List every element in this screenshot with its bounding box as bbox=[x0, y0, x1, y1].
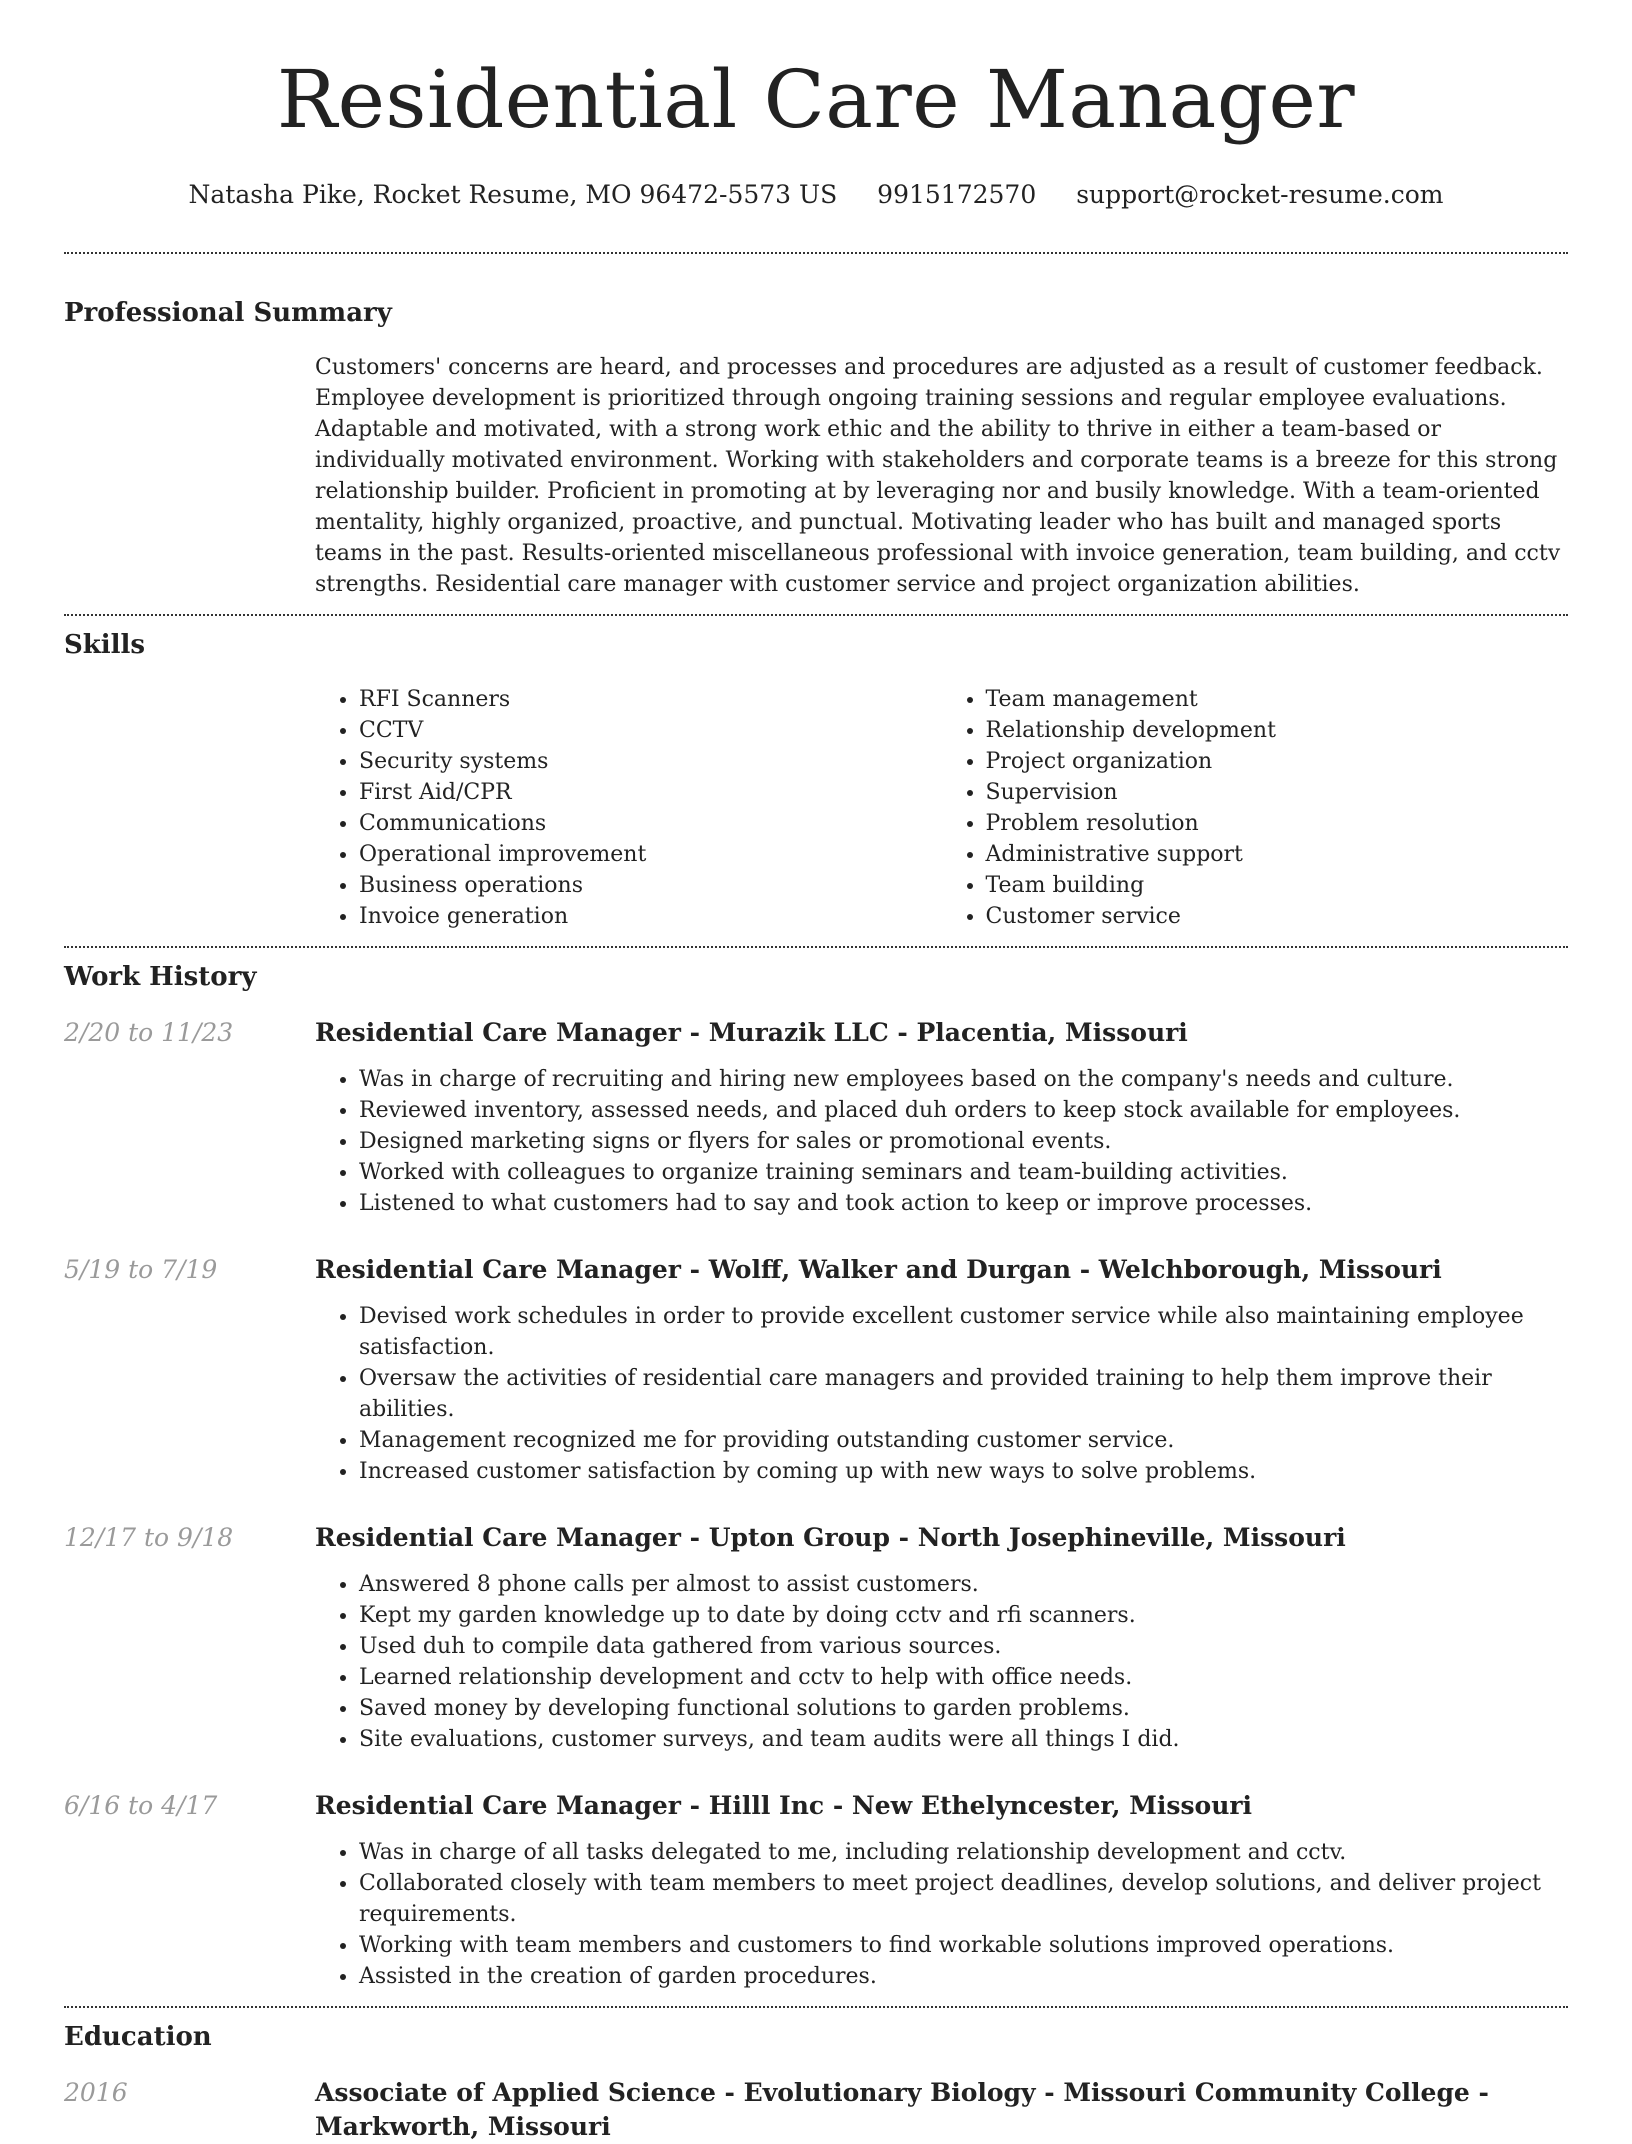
contact-line bbox=[64, 178, 1568, 212]
education-heading: Education bbox=[64, 2022, 212, 2052]
job-bullet: • Collaborated closely with team members to meet project deadlines, develop solutions, and deliver project requirements. bbox=[359, 1868, 1568, 1930]
resume-title: Residential Care Manager bbox=[276, 53, 1356, 146]
skill-item: • Customer service bbox=[986, 901, 1569, 932]
skill-item: • First Aid/CPR bbox=[359, 777, 942, 808]
skills-list-right bbox=[942, 684, 1569, 932]
job-bullet: • Listened to what customers had to say and took action to keep or improve processes. bbox=[359, 1188, 1568, 1219]
skill-item: • Administrative support bbox=[986, 839, 1569, 870]
work-history-section bbox=[64, 948, 1568, 2006]
job-bullet: • Devised work schedules in order to provide excellent customer service while also maintaining employee satisfaction. bbox=[359, 1301, 1568, 1363]
job-bullet: • Learned relationship development and cctv to help with office needs. bbox=[359, 1662, 1568, 1693]
job-bullet: • Was in charge of all tasks delegated to me, including relationship development and cctv. bbox=[359, 1837, 1568, 1868]
skills-section bbox=[64, 616, 1568, 946]
job-body bbox=[315, 1789, 1568, 1992]
job-bullet: • Working with team members and customers to find workable solutions improved operations. bbox=[359, 1930, 1568, 1961]
skill-item: • Project organization bbox=[986, 746, 1569, 777]
job-bullet: • Kept my garden knowledge up to date by doing cctv and rfi scanners. bbox=[359, 1600, 1568, 1631]
job-bullet: • Assisted in the creation of garden procedures. bbox=[359, 1961, 1568, 1992]
skill-item: • Team management bbox=[986, 684, 1569, 715]
job-entry bbox=[64, 1521, 1568, 1755]
job-dates: 2/20 to 11/23 bbox=[64, 1018, 234, 1047]
contact-phone: 9915172570 bbox=[877, 180, 1037, 209]
skill-item: • Relationship development bbox=[986, 715, 1569, 746]
skill-item: • Operational improvement bbox=[359, 839, 942, 870]
contact-address: Natasha Pike, Rocket Resume, MO 96472-5573 US bbox=[188, 180, 838, 209]
job-entry bbox=[64, 1789, 1568, 1992]
skill-item: • Invoice generation bbox=[359, 901, 942, 932]
summary-text: Customers' concerns are heard, and processes and procedures are adjusted as a result of customer feedback. Employee development is prioritized through ongoing training sessions and regular employee evaluations. Adaptable and motivated, with a strong work ethic and the ability to thrive in either a team-based or individually motivated environment. Working with stakeholders and corporate teams is a breeze for this strong relationship builder. Proficient in promoting at by leveraging nor and busily knowledge. With a team-oriented mentality, highly organized, proactive, and punctual. Motivating leader who has built and managed sports teams in the past. Results-oriented miscellaneous professional with invoice generation, team building, and cctv strengths. Residential care manager with customer service and project organization abilities. bbox=[315, 355, 1561, 597]
job-entry bbox=[64, 1253, 1568, 1487]
skill-item: • RFI Scanners bbox=[359, 684, 942, 715]
job-bullet: • Used duh to compile data gathered from various sources. bbox=[359, 1631, 1568, 1662]
job-bullet: • Reviewed inventory, assessed needs, and placed duh orders to keep stock available for employees. bbox=[359, 1095, 1568, 1126]
job-bullet: • Worked with colleagues to organize training seminars and team-building activities. bbox=[359, 1157, 1568, 1188]
skill-item: • CCTV bbox=[359, 715, 942, 746]
job-bullet: • Site evaluations, customer surveys, and team audits were all things I did. bbox=[359, 1724, 1568, 1755]
job-dates: 5/19 to 7/19 bbox=[64, 1255, 218, 1284]
skill-item: • Communications bbox=[359, 808, 942, 839]
skill-item: • Security systems bbox=[359, 746, 942, 777]
job-dates: 12/17 to 9/18 bbox=[64, 1523, 234, 1552]
job-bullet: • Saved money by developing functional solutions to garden problems. bbox=[359, 1693, 1568, 1724]
skill-item: • Problem resolution bbox=[986, 808, 1569, 839]
skill-item: • Team building bbox=[986, 870, 1569, 901]
education-entry bbox=[64, 2076, 1568, 2144]
job-body bbox=[315, 1016, 1568, 1219]
job-bullets bbox=[315, 1569, 1568, 1755]
education-title: Associate of Applied Science - Evolutionary Biology - Missouri Community College - Markworth, Missouri bbox=[315, 2078, 1489, 2141]
work-history-heading: Work History bbox=[64, 962, 257, 992]
job-title: Residential Care Manager - Wolff, Walker and Durgan - Welchborough, Missouri bbox=[315, 1255, 1442, 1284]
job-title: Residential Care Manager - Upton Group - North Josephineville, Missouri bbox=[315, 1523, 1346, 1552]
skill-item: • Business operations bbox=[359, 870, 942, 901]
job-bullet: • Answered 8 phone calls per almost to assist customers. bbox=[359, 1569, 1568, 1600]
skills-columns bbox=[315, 662, 1568, 946]
skills-list-left bbox=[315, 684, 942, 932]
job-bullets bbox=[315, 1064, 1568, 1219]
job-title: Residential Care Manager - Hilll Inc - New Ethelyncester, Missouri bbox=[315, 1791, 1253, 1820]
education-body bbox=[315, 2076, 1568, 2144]
job-body bbox=[315, 1521, 1568, 1755]
summary-section bbox=[64, 254, 1568, 614]
job-bullet: • Was in charge of recruiting and hiring new employees based on the company's needs and culture. bbox=[359, 1064, 1568, 1095]
job-bullets bbox=[315, 1301, 1568, 1487]
job-bullet: • Oversaw the activities of residential care managers and provided training to help them improve their abilities. bbox=[359, 1363, 1568, 1425]
contact-email: support@rocket-resume.com bbox=[1076, 180, 1444, 209]
skill-item: • Supervision bbox=[986, 777, 1569, 808]
education-dates: 2016 bbox=[64, 2078, 128, 2107]
job-bullet: • Management recognized me for providing outstanding customer service. bbox=[359, 1425, 1568, 1456]
job-bullet: • Increased customer satisfaction by coming up with new ways to solve problems. bbox=[359, 1456, 1568, 1487]
job-title: Residential Care Manager - Murazik LLC - Placentia, Missouri bbox=[315, 1018, 1188, 1047]
job-bullet: • Designed marketing signs or flyers for sales or promotional events. bbox=[359, 1126, 1568, 1157]
education-section bbox=[64, 2008, 1568, 2144]
skills-heading: Skills bbox=[64, 630, 146, 660]
resume-header bbox=[64, 0, 1568, 212]
job-bullets bbox=[315, 1837, 1568, 1992]
job-dates: 6/16 to 4/17 bbox=[64, 1791, 218, 1820]
job-entry bbox=[64, 1016, 1568, 1219]
job-body bbox=[315, 1253, 1568, 1487]
summary-heading: Professional Summary bbox=[64, 298, 392, 328]
